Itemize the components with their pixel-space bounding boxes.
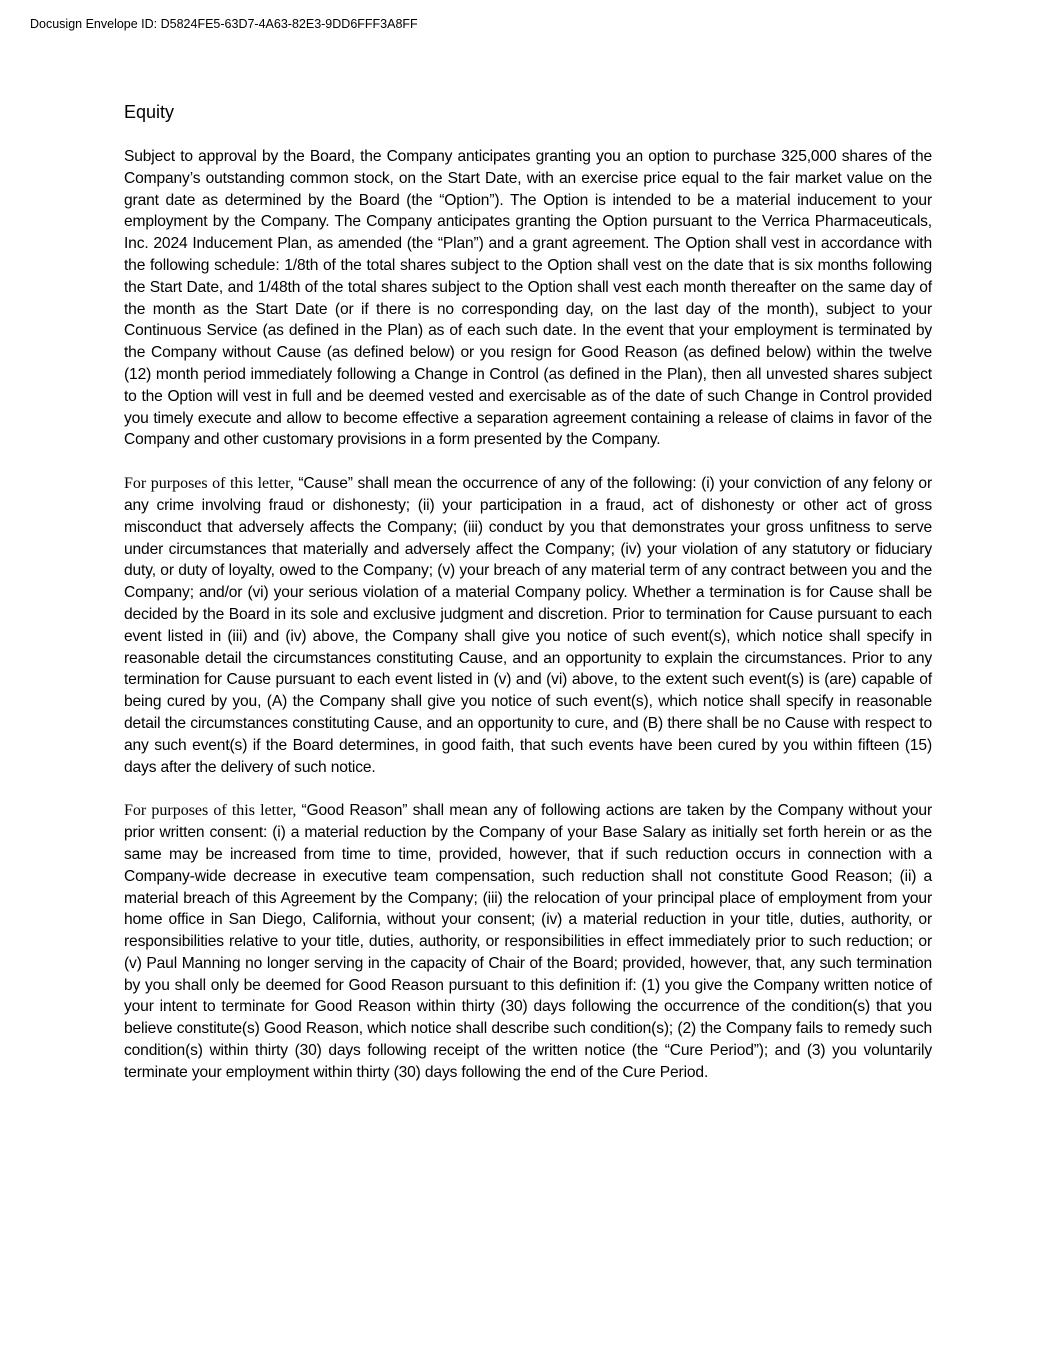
section-title: Equity [124,102,175,122]
paragraph-cause-definition [124,473,932,778]
paragraph-lead: For purposes of this letter, [124,475,299,493]
envelope-id: Docusign Envelope ID: D5824FE5-63D7-4A63-82E3-9DD6FFF3A8FF [30,17,418,31]
document-body [124,100,932,1106]
paragraph-good-reason-definition [124,800,932,1083]
paragraph-text: “Cause” shall mean the occurrence of any of the following: (i) your conviction of any felony or any crime involving fraud or dishonesty; (ii) your participation in a fraud, act of dishonesty or other act of gross misconduct that adversely affects the Company; (iii) conduct by you that demonstrates your gross unfitness to serve under circumstances that materially and adversely affect the Company; (iv) your violation of any statutory or fiduciary duty, or duty of loyalty, owed to the Company; (v) your breach of any material term of any contract between you and the Company; and/or (vi) your serious violation of a material Company policy. Whether a termination is for Cause shall be decided by the Board in its sole and exclusive judgment and discretion. Prior to termination for Cause pursuant to each event listed in (iii) and (iv) above, the Company shall give you notice of such event(s), which notice shall specify in reasonable detail the circumstances constituting Cause, and an opportunity to explain the circumstances. Prior to any termination for Cause pursuant to each event listed in (v) and (vi) above, to the extent such event(s) is (are) capable of being cured by you, (A) the Company shall give you notice of such event(s), which notice shall specify in reasonable detail the circumstances constituting Cause, and an opportunity to cure, and (B) there shall be no Cause with respect to any such event(s) if the Board determines, in good faith, that such events have been cured by you within fifteen (15) days after the delivery of such notice. [124,475,932,776]
paragraph-equity: Subject to approval by the Board, the Company anticipates granting you an option to purchase 325,000 shares of the Company’s outstanding common stock, on the Start Date, with an exercise price equal to the fair market value on the grant date as determined by the Board (the “Option”). The Option is intended to be a material inducement to your employment by the Company. The Company anticipates granting the Option pursuant to the Verrica Pharmaceuticals, Inc. 2024 Inducement Plan, as amended (the “Plan”) and a grant agreement. The Option shall vest in accordance with the following schedule: 1/8th of the total shares subject to the Option shall vest on the date that is six months following the Start Date, and 1/48th of the total shares subject to the Option shall vest each month thereafter on the same day of the month as the Start Date (or if there is no corresponding day, on the last day of the month), subject to your Continuous Service (as defined in the Plan) as of each such date. In the event that your employment is terminated by the Company without Cause (as defined below) or you resign for Good Reason (as defined below) within the twelve (12) month period immediately following a Change in Control (as defined in the Plan), then all unvested shares subject to the Option will vest in full and be deemed vested and exercisable as of the date of such Change in Control provided you timely execute and allow to become effective a separation agreement containing a release of claims in favor of the Company and other customary provisions in a form presented by the Company. [124,148,932,449]
paragraph-lead: For purposes of this letter, [124,802,302,820]
paragraph-text: “Good Reason” shall mean any of following actions are taken by the Company without your prior written consent: (i) a material reduction by the Company of your Base Salary as initially set forth herein or as the same may be increased from time to time, provided, however, that if such reduction occurs in connection with a Company-wide decrease in executive team compensation, such reduction shall not constitute Good Reason; (ii) a material breach of this Agreement by the Company; (iii) the relocation of your principal place of employment from your home office in San Diego, California, without your consent; (iv) a material reduction in your title, duties, authority, or responsibilities relative to your title, duties, authority, or responsibilities in effect immediately prior to such reduction; or (v) Paul Manning no longer serving in the capacity of Chair of the Board; provided, however, that, any such termination by you shall only be deemed for Good Reason pursuant to this definition if: (1) you give the Company written notice of your intent to terminate for Good Reason within thirty (30) days following the occurrence of the condition(s) that you believe constitute(s) Good Reason, which notice shall describe such condition(s); (2) the Company fails to remedy such condition(s) within thirty (30) days following receipt of the written notice (the “Cure Period”); and (3) you voluntarily terminate your employment within thirty (30) days following the end of the Cure Period. [124,802,932,1081]
